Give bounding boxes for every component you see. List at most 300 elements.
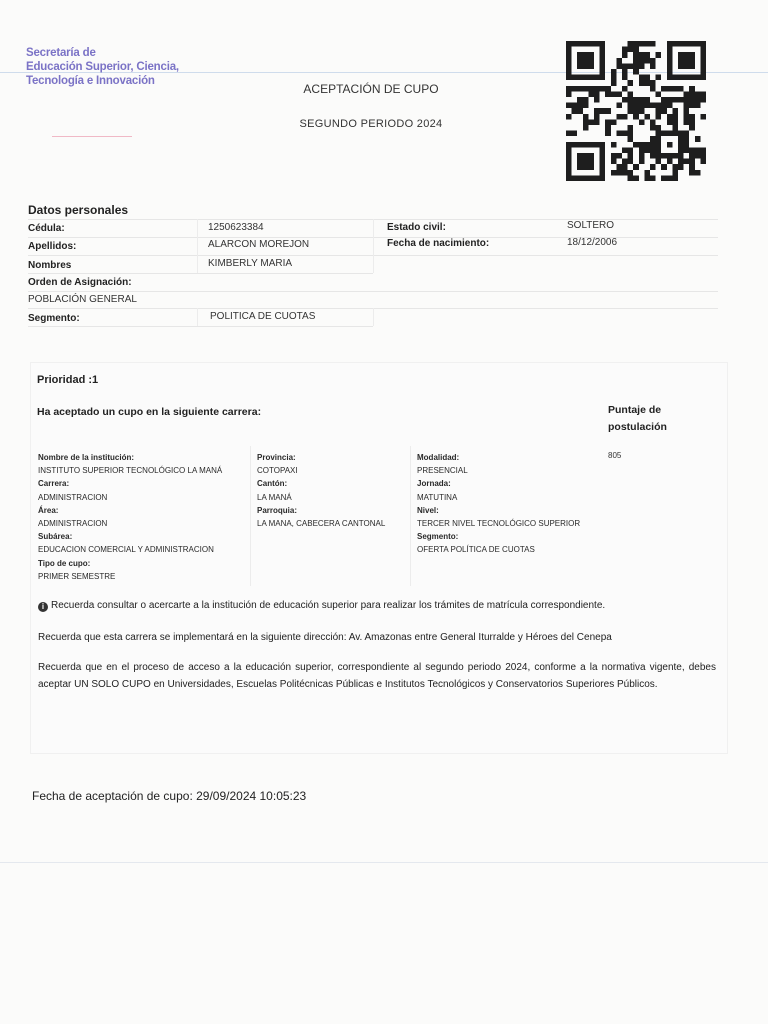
fecha-nacimiento-value: 18/12/2006 xyxy=(567,237,618,248)
qr-module xyxy=(622,69,628,75)
qr-module xyxy=(588,91,594,97)
qr-module xyxy=(639,103,645,109)
qr-module xyxy=(667,142,673,148)
qr-module xyxy=(628,125,634,131)
qr-module xyxy=(583,175,589,181)
qr-module xyxy=(566,47,572,53)
logo-line-1: Secretaría de xyxy=(26,47,96,59)
qr-module xyxy=(628,159,634,165)
qr-module xyxy=(616,63,622,69)
qr-module xyxy=(684,58,690,64)
tipo-cupo-label: Tipo de cupo: xyxy=(38,558,91,568)
qr-module xyxy=(667,63,673,69)
qr-module xyxy=(583,119,589,125)
qr-module xyxy=(689,147,695,153)
qr-module xyxy=(633,142,639,148)
qr-module xyxy=(611,119,617,125)
qr-module xyxy=(700,52,706,58)
qr-module xyxy=(661,153,667,159)
qr-module xyxy=(700,114,706,120)
qr-module xyxy=(684,119,690,125)
qr-module xyxy=(583,41,589,47)
qr-module xyxy=(600,164,606,170)
qr-module xyxy=(628,80,634,86)
qr-module xyxy=(633,103,639,109)
qr-module xyxy=(600,175,606,181)
qr-module xyxy=(644,75,650,81)
qr-module xyxy=(672,125,678,131)
qr-module xyxy=(633,52,639,58)
jornada-value: MATUTINA xyxy=(417,492,458,502)
qr-module xyxy=(616,170,622,176)
qr-module xyxy=(605,131,611,137)
qr-module xyxy=(672,86,678,92)
acceptance-date: Fecha de aceptación de cupo: 29/09/2024 10:05:23 xyxy=(32,789,307,803)
qr-module xyxy=(700,91,706,97)
qr-module xyxy=(644,103,650,109)
qr-module xyxy=(695,75,701,81)
qr-module xyxy=(644,142,650,148)
column-divider xyxy=(250,446,251,586)
qr-module xyxy=(628,153,634,159)
qr-module xyxy=(644,58,650,64)
qr-module xyxy=(600,159,606,165)
area-label: Área: xyxy=(38,505,59,515)
qr-module xyxy=(566,147,572,153)
qr-module xyxy=(695,103,701,109)
qr-module xyxy=(667,175,673,181)
qr-module xyxy=(628,136,634,142)
fecha-nacimiento-label: Fecha de nacimiento: xyxy=(387,238,490,249)
qr-module xyxy=(639,108,645,114)
qr-module xyxy=(628,175,634,181)
nivel-value: TERCER NIVEL TECNOLÓGICO SUPERIOR xyxy=(417,519,581,529)
qr-module xyxy=(656,114,662,120)
qr-module xyxy=(566,175,572,181)
qr-module xyxy=(622,75,628,81)
qr-module xyxy=(689,97,695,103)
qr-module xyxy=(600,58,606,64)
qr-module xyxy=(639,58,645,64)
qr-module xyxy=(684,142,690,148)
qr-module xyxy=(628,47,634,53)
qr-module xyxy=(650,80,656,86)
qr-module xyxy=(588,63,594,69)
qr-module xyxy=(628,41,634,47)
qr-module xyxy=(689,119,695,125)
qr-module xyxy=(594,86,600,92)
qr-module xyxy=(678,41,684,47)
qr-module xyxy=(616,103,622,109)
qr-module xyxy=(650,153,656,159)
qr-module xyxy=(689,41,695,47)
qr-module xyxy=(594,91,600,97)
qr-module xyxy=(572,41,578,47)
qr-module xyxy=(588,75,594,81)
qr-module xyxy=(684,91,690,97)
qr-module xyxy=(678,159,684,165)
qr-module xyxy=(616,153,622,159)
qr-module xyxy=(572,142,578,148)
qr-module xyxy=(600,75,606,81)
row-divider xyxy=(28,326,373,327)
qr-module xyxy=(661,103,667,109)
qr-module xyxy=(583,142,589,148)
qr-module xyxy=(672,114,678,120)
qr-module xyxy=(588,175,594,181)
qr-module xyxy=(656,159,662,165)
qr-module xyxy=(689,153,695,159)
qr-module xyxy=(656,142,662,148)
institucion-label: Nombre de la institución: xyxy=(38,453,135,462)
qr-module xyxy=(588,159,594,165)
qr-module xyxy=(611,91,617,97)
qr-module xyxy=(588,119,594,125)
qr-module xyxy=(639,75,645,81)
qr-module xyxy=(684,103,690,109)
qr-module xyxy=(644,147,650,153)
qr-module xyxy=(566,58,572,64)
qr-module xyxy=(700,41,706,47)
qr-module xyxy=(672,119,678,125)
column-divider xyxy=(373,219,374,273)
qr-module xyxy=(583,58,589,64)
qr-module xyxy=(700,147,706,153)
qr-module xyxy=(684,147,690,153)
qr-module xyxy=(588,52,594,58)
qr-module xyxy=(577,142,583,148)
qr-module xyxy=(650,136,656,142)
qr-module xyxy=(577,58,583,64)
qr-module xyxy=(695,147,701,153)
qr-module xyxy=(684,97,690,103)
qr-module xyxy=(605,125,611,131)
qr-module xyxy=(583,75,589,81)
prioridad-label: Prioridad :1 xyxy=(37,374,99,386)
qr-module xyxy=(622,131,628,137)
qr-module xyxy=(639,159,645,165)
qr-module xyxy=(622,147,628,153)
qr-module xyxy=(667,47,673,53)
info-matricula xyxy=(38,600,605,612)
qr-module xyxy=(650,175,656,181)
modality-details-column xyxy=(417,451,580,557)
qr-module xyxy=(633,114,639,120)
qr-module xyxy=(672,164,678,170)
qr-module xyxy=(633,41,639,47)
qr-module xyxy=(700,159,706,165)
qr-module xyxy=(656,153,662,159)
canton-label: Cantón: xyxy=(257,479,288,489)
scan-line-bottom xyxy=(0,862,768,863)
qr-module xyxy=(695,153,701,159)
logo-underline xyxy=(52,136,132,137)
qr-module xyxy=(566,41,572,47)
qr-module xyxy=(577,41,583,47)
qr-module xyxy=(566,114,572,120)
qr-module xyxy=(650,58,656,64)
qr-module xyxy=(605,86,611,92)
row-divider xyxy=(28,273,373,274)
qr-module xyxy=(594,108,600,114)
qr-module xyxy=(684,108,690,114)
qr-module xyxy=(611,153,617,159)
qr-module xyxy=(633,58,639,64)
canton-value: LA MANÁ xyxy=(257,492,292,502)
nombres-label: Nombres xyxy=(28,260,72,271)
estado-civil-label: Estado civil: xyxy=(387,222,446,233)
qr-module xyxy=(628,147,634,153)
qr-module xyxy=(566,142,572,148)
qr-code-icon xyxy=(566,41,706,181)
qr-module xyxy=(639,147,645,153)
qr-module xyxy=(611,80,617,86)
qr-module xyxy=(672,175,678,181)
qr-module xyxy=(689,86,695,92)
qr-module xyxy=(644,52,650,58)
qr-module xyxy=(656,103,662,109)
qr-module xyxy=(588,58,594,64)
qr-module xyxy=(622,164,628,170)
carrera-label: Carrera: xyxy=(38,479,70,489)
qr-module xyxy=(656,52,662,58)
apellidos-value: ALARCON MOREJON xyxy=(208,239,310,250)
qr-module xyxy=(656,108,662,114)
logo-line-3: Tecnología e Innovación xyxy=(26,75,155,87)
qr-module xyxy=(628,63,634,69)
qr-module xyxy=(639,52,645,58)
qr-module xyxy=(594,97,600,103)
qr-module xyxy=(656,75,662,81)
info-matricula-text: Recuerda consultar o acercarte a la institución de educación superior para realizar los trámites de matrícula correspondiente. xyxy=(51,600,606,611)
qr-module xyxy=(689,159,695,165)
subarea-value: EDUCACION COMERCIAL Y ADMINISTRACION xyxy=(38,545,214,555)
qr-module xyxy=(650,147,656,153)
qr-module xyxy=(650,63,656,69)
qr-module xyxy=(684,41,690,47)
orden-asignacion-value: POBLACIÓN GENERAL xyxy=(28,294,137,305)
qr-module xyxy=(566,103,572,109)
qr-module xyxy=(583,86,589,92)
qr-module xyxy=(577,103,583,109)
segmento-oferta-label: Segmento: xyxy=(417,532,459,542)
qr-module xyxy=(611,75,617,81)
qr-module xyxy=(678,131,684,137)
orden-asignacion-label: Orden de Asignación: xyxy=(28,277,132,288)
qr-module xyxy=(667,52,673,58)
qr-module xyxy=(588,86,594,92)
section-title-personal: Datos personales xyxy=(28,203,129,217)
qr-module xyxy=(611,69,617,75)
qr-module xyxy=(672,170,678,176)
qr-module xyxy=(684,131,690,137)
subarea-label: Subárea: xyxy=(38,532,73,542)
qr-module xyxy=(566,69,572,75)
puntaje-label-line-2: postulación xyxy=(608,421,667,433)
qr-module xyxy=(566,170,572,176)
qr-module xyxy=(628,97,634,103)
qr-module xyxy=(700,153,706,159)
qr-module xyxy=(583,63,589,69)
qr-module xyxy=(667,114,673,120)
qr-module xyxy=(588,153,594,159)
qr-module xyxy=(628,108,634,114)
qr-module xyxy=(667,97,673,103)
qr-module xyxy=(639,41,645,47)
qr-module xyxy=(689,91,695,97)
qr-module xyxy=(650,86,656,92)
qr-module xyxy=(577,108,583,114)
qr-module xyxy=(678,136,684,142)
qr-module xyxy=(600,153,606,159)
qr-module xyxy=(695,97,701,103)
qr-module xyxy=(667,86,673,92)
qr-module xyxy=(566,159,572,165)
qr-module xyxy=(695,41,701,47)
qr-module xyxy=(600,86,606,92)
qr-module xyxy=(577,153,583,159)
qr-module xyxy=(672,108,678,114)
qr-module xyxy=(700,63,706,69)
qr-module xyxy=(678,58,684,64)
qr-module xyxy=(588,164,594,170)
qr-module xyxy=(622,159,628,165)
qr-module xyxy=(689,125,695,131)
qr-module xyxy=(622,52,628,58)
qr-module xyxy=(605,108,611,114)
qr-module xyxy=(566,91,572,97)
qr-module xyxy=(678,147,684,153)
qr-module xyxy=(600,142,606,148)
qr-module xyxy=(600,69,606,75)
qr-module xyxy=(577,63,583,69)
qr-module xyxy=(672,97,678,103)
puntaje-label xyxy=(608,402,667,436)
qr-module xyxy=(639,63,645,69)
qr-module xyxy=(566,153,572,159)
logo-line-2: Educación Superior, Ciencia, xyxy=(26,61,179,73)
segmento-value: POLITICA DE CUOTAS xyxy=(210,311,316,322)
qr-module xyxy=(644,41,650,47)
qr-module xyxy=(628,131,634,137)
qr-module xyxy=(644,114,650,120)
qr-module xyxy=(588,142,594,148)
qr-module xyxy=(667,131,673,137)
info-icon: i xyxy=(38,602,48,612)
qr-module xyxy=(600,47,606,53)
qr-module xyxy=(667,159,673,165)
puntaje-value: 805 xyxy=(608,451,622,460)
qr-module xyxy=(566,86,572,92)
info-normativa: Recuerda que en el proceso de acceso a la educación superior, correspondiente al segundo periodo 2024, conforme a la normativa vigente, debes aceptar UN SOLO CUPO en Universidades, Escuelas Politécnicas Públicas e Institutos Tecnológicos y Conservatorios Superiores Públicos. xyxy=(38,662,716,690)
qr-module xyxy=(600,41,606,47)
qr-module xyxy=(566,131,572,137)
qr-module xyxy=(695,136,701,142)
qr-module xyxy=(650,142,656,148)
qr-module xyxy=(605,119,611,125)
qr-module xyxy=(689,63,695,69)
qr-module xyxy=(672,41,678,47)
modalidad-label: Modalidad: xyxy=(417,453,460,462)
qr-module xyxy=(689,114,695,120)
qr-module xyxy=(594,119,600,125)
qr-module xyxy=(667,103,673,109)
qr-module xyxy=(583,114,589,120)
column-divider xyxy=(373,308,374,326)
qr-module xyxy=(661,131,667,137)
qr-module xyxy=(678,153,684,159)
qr-module xyxy=(572,131,578,137)
column-divider xyxy=(197,308,198,326)
qr-module xyxy=(622,47,628,53)
qr-module xyxy=(566,52,572,58)
qr-module xyxy=(684,63,690,69)
qr-module xyxy=(583,164,589,170)
qr-module xyxy=(644,170,650,176)
qr-module xyxy=(633,47,639,53)
qr-module xyxy=(600,147,606,153)
segmento-label: Segmento: xyxy=(28,313,80,324)
qr-module xyxy=(633,63,639,69)
qr-module xyxy=(594,75,600,81)
estado-civil-value: SOLTERO xyxy=(567,220,615,231)
column-divider xyxy=(197,219,198,273)
qr-module xyxy=(577,164,583,170)
qr-module xyxy=(700,97,706,103)
info-direccion: Recuerda que esta carrera se implementará en la siguiente dirección: Av. Amazonas entre General Iturralde y Héroes del Cenepa xyxy=(38,632,612,643)
qr-module xyxy=(577,175,583,181)
accepted-career-heading: Ha aceptado un cupo en la siguiente carrera: xyxy=(37,406,262,418)
qr-module xyxy=(661,86,667,92)
qr-module xyxy=(633,69,639,75)
qr-module xyxy=(667,119,673,125)
qr-module xyxy=(667,58,673,64)
provincia-value: COTOPAXI xyxy=(257,466,298,476)
qr-module xyxy=(639,153,645,159)
column-divider xyxy=(410,446,411,586)
qr-module xyxy=(611,159,617,165)
row-divider xyxy=(28,291,718,292)
qr-module xyxy=(594,175,600,181)
qr-module xyxy=(628,103,634,109)
qr-module xyxy=(650,119,656,125)
qr-module xyxy=(577,52,583,58)
qr-module xyxy=(639,142,645,148)
qr-module xyxy=(661,108,667,114)
qr-module xyxy=(695,91,701,97)
qr-module xyxy=(572,103,578,109)
qr-module xyxy=(650,125,656,131)
qr-module xyxy=(572,86,578,92)
qr-module xyxy=(684,136,690,142)
qr-module xyxy=(616,114,622,120)
qr-module xyxy=(684,114,690,120)
nombres-value: KIMBERLY MARIA xyxy=(208,258,293,269)
qr-module xyxy=(661,175,667,181)
qr-module xyxy=(689,58,695,64)
qr-module xyxy=(566,164,572,170)
provincia-label: Provincia: xyxy=(257,453,296,462)
segmento-oferta-value: OFERTA POLÍTICA DE CUOTAS xyxy=(417,545,535,555)
qr-module xyxy=(700,69,706,75)
qr-module xyxy=(672,75,678,81)
qr-module xyxy=(600,108,606,114)
qr-module xyxy=(678,52,684,58)
cedula-label: Cédula: xyxy=(28,223,65,234)
qr-module xyxy=(611,170,617,176)
qr-module xyxy=(656,125,662,131)
qr-module xyxy=(583,52,589,58)
